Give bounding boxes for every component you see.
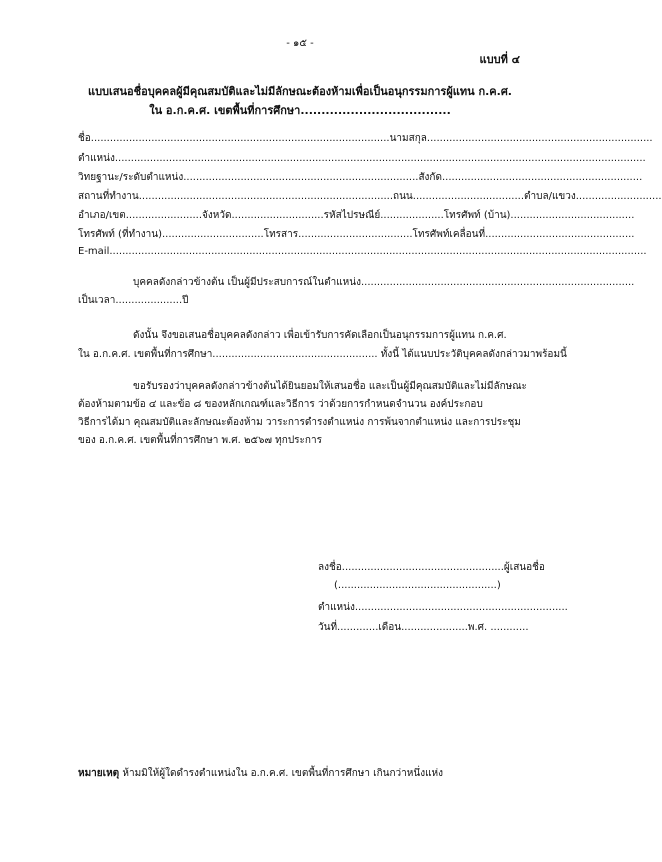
district-province-field[interactable]: อำเภอ/เขต........................จังหวัด.............................รหัสไปรษณีย์....................โทรศัพท์ (บ้าน).......................................: [78, 210, 635, 221]
position-field[interactable]: ตำแหน่ง.......................................................................................................................................................................: [78, 153, 646, 164]
academic-standing-field[interactable]: วิทยฐานะ/ระดับตำแหน่ง..........................................................................สังกัด...............................................................: [78, 172, 643, 183]
experience-line-2: เป็นเวลา.....................ปี: [78, 295, 189, 306]
form-number: แบบที่ ๔: [479, 53, 520, 66]
page-number: - ๑๕ -: [286, 38, 314, 49]
footnote: [78, 766, 443, 781]
nomination-line-1: ดังนั้น จึงขอเสนอชื่อบุคคลดังกล่าว เพื่อเข้ารับการคัดเลือกเป็นอนุกรรมการผู้แทน ก.ค.ศ.: [133, 330, 507, 341]
email-field[interactable]: E-mail.........................................................................................................................................................................: [78, 246, 647, 257]
printed-name-line[interactable]: (..................................................): [334, 580, 501, 591]
footnote-text: ห้ามมิให้ผู้ใดดำรงตำแหน่งใน อ.ก.ค.ศ. เขตพื้นที่การศึกษา เกินกว่าหนึ่งแห่ง: [122, 768, 443, 779]
certification-line-2: ต้องห้ามตามข้อ ๔ และข้อ ๘ ของหลักเกณฑ์และวิธีการ ว่าด้วยการกำหนดจำนวน องค์ประกอบ: [78, 399, 483, 410]
certification-line-1: ขอรับรองว่าบุคคลดังกล่าวข้างต้นได้ยินยอมให้เสนอชื่อ และเป็นผู้มีคุณสมบัติและไม่มีลักษณะ: [133, 381, 527, 392]
nomination-line-2: ใน อ.ก.ค.ศ. เขตพื้นที่การศึกษา.................................................... ทั้งนี้ ได้แนบประวัติบุคคลดังกล่าวมาพร้อมนี้: [78, 349, 567, 360]
document-subtitle: ใน อ.ก.ค.ศ. เขตพื้นที่การศึกษา....................................: [149, 104, 451, 117]
name-surname-field[interactable]: ชื่อ..............................................................................................นามสกุล.......................................................................: [78, 133, 653, 144]
footnote-label: หมายเหตุ: [78, 768, 120, 779]
workplace-field[interactable]: สถานที่ทำงาน................................................................................ถนน...................................ตำบล/แขวง...........................: [78, 191, 662, 202]
document-title: แบบเสนอชื่อบุคคลผู้มีคุณสมบัติและไม่มีลักษณะต้องห้ามเพื่อเป็นอนุกรรมการผู้แทน ก.ค.ศ.: [87, 85, 512, 98]
phone-fax-field[interactable]: โทรศัพท์ (ที่ทำงาน)................................โทรสาร....................................โทรศัพท์เคลื่อนที่...............................................: [78, 229, 635, 240]
certification-line-3: วิธีการได้มา คุณสมบัติและลักษณะต้องห้าม วาระการดำรงตำแหน่ง การพ้นจากตำแหน่ง และการประชุม: [78, 417, 521, 428]
signature-line[interactable]: ลงชื่อ...................................................ผู้เสนอชื่อ: [318, 562, 545, 573]
certification-line-4: ของ อ.ก.ค.ศ. เขตพื้นที่การศึกษา พ.ศ. ๒๕๖๗ ทุกประการ: [78, 435, 322, 446]
signer-position-line[interactable]: ตำแหน่ง...................................................................: [318, 602, 568, 613]
experience-line-1: บุคคลดังกล่าวข้างต้น เป็นผู้มีประสบการณ์ในตำแหน่ง......................................................................................: [133, 277, 635, 288]
signature-date-line[interactable]: วันที่.............เดือน.....................พ.ศ. ............: [318, 622, 529, 633]
